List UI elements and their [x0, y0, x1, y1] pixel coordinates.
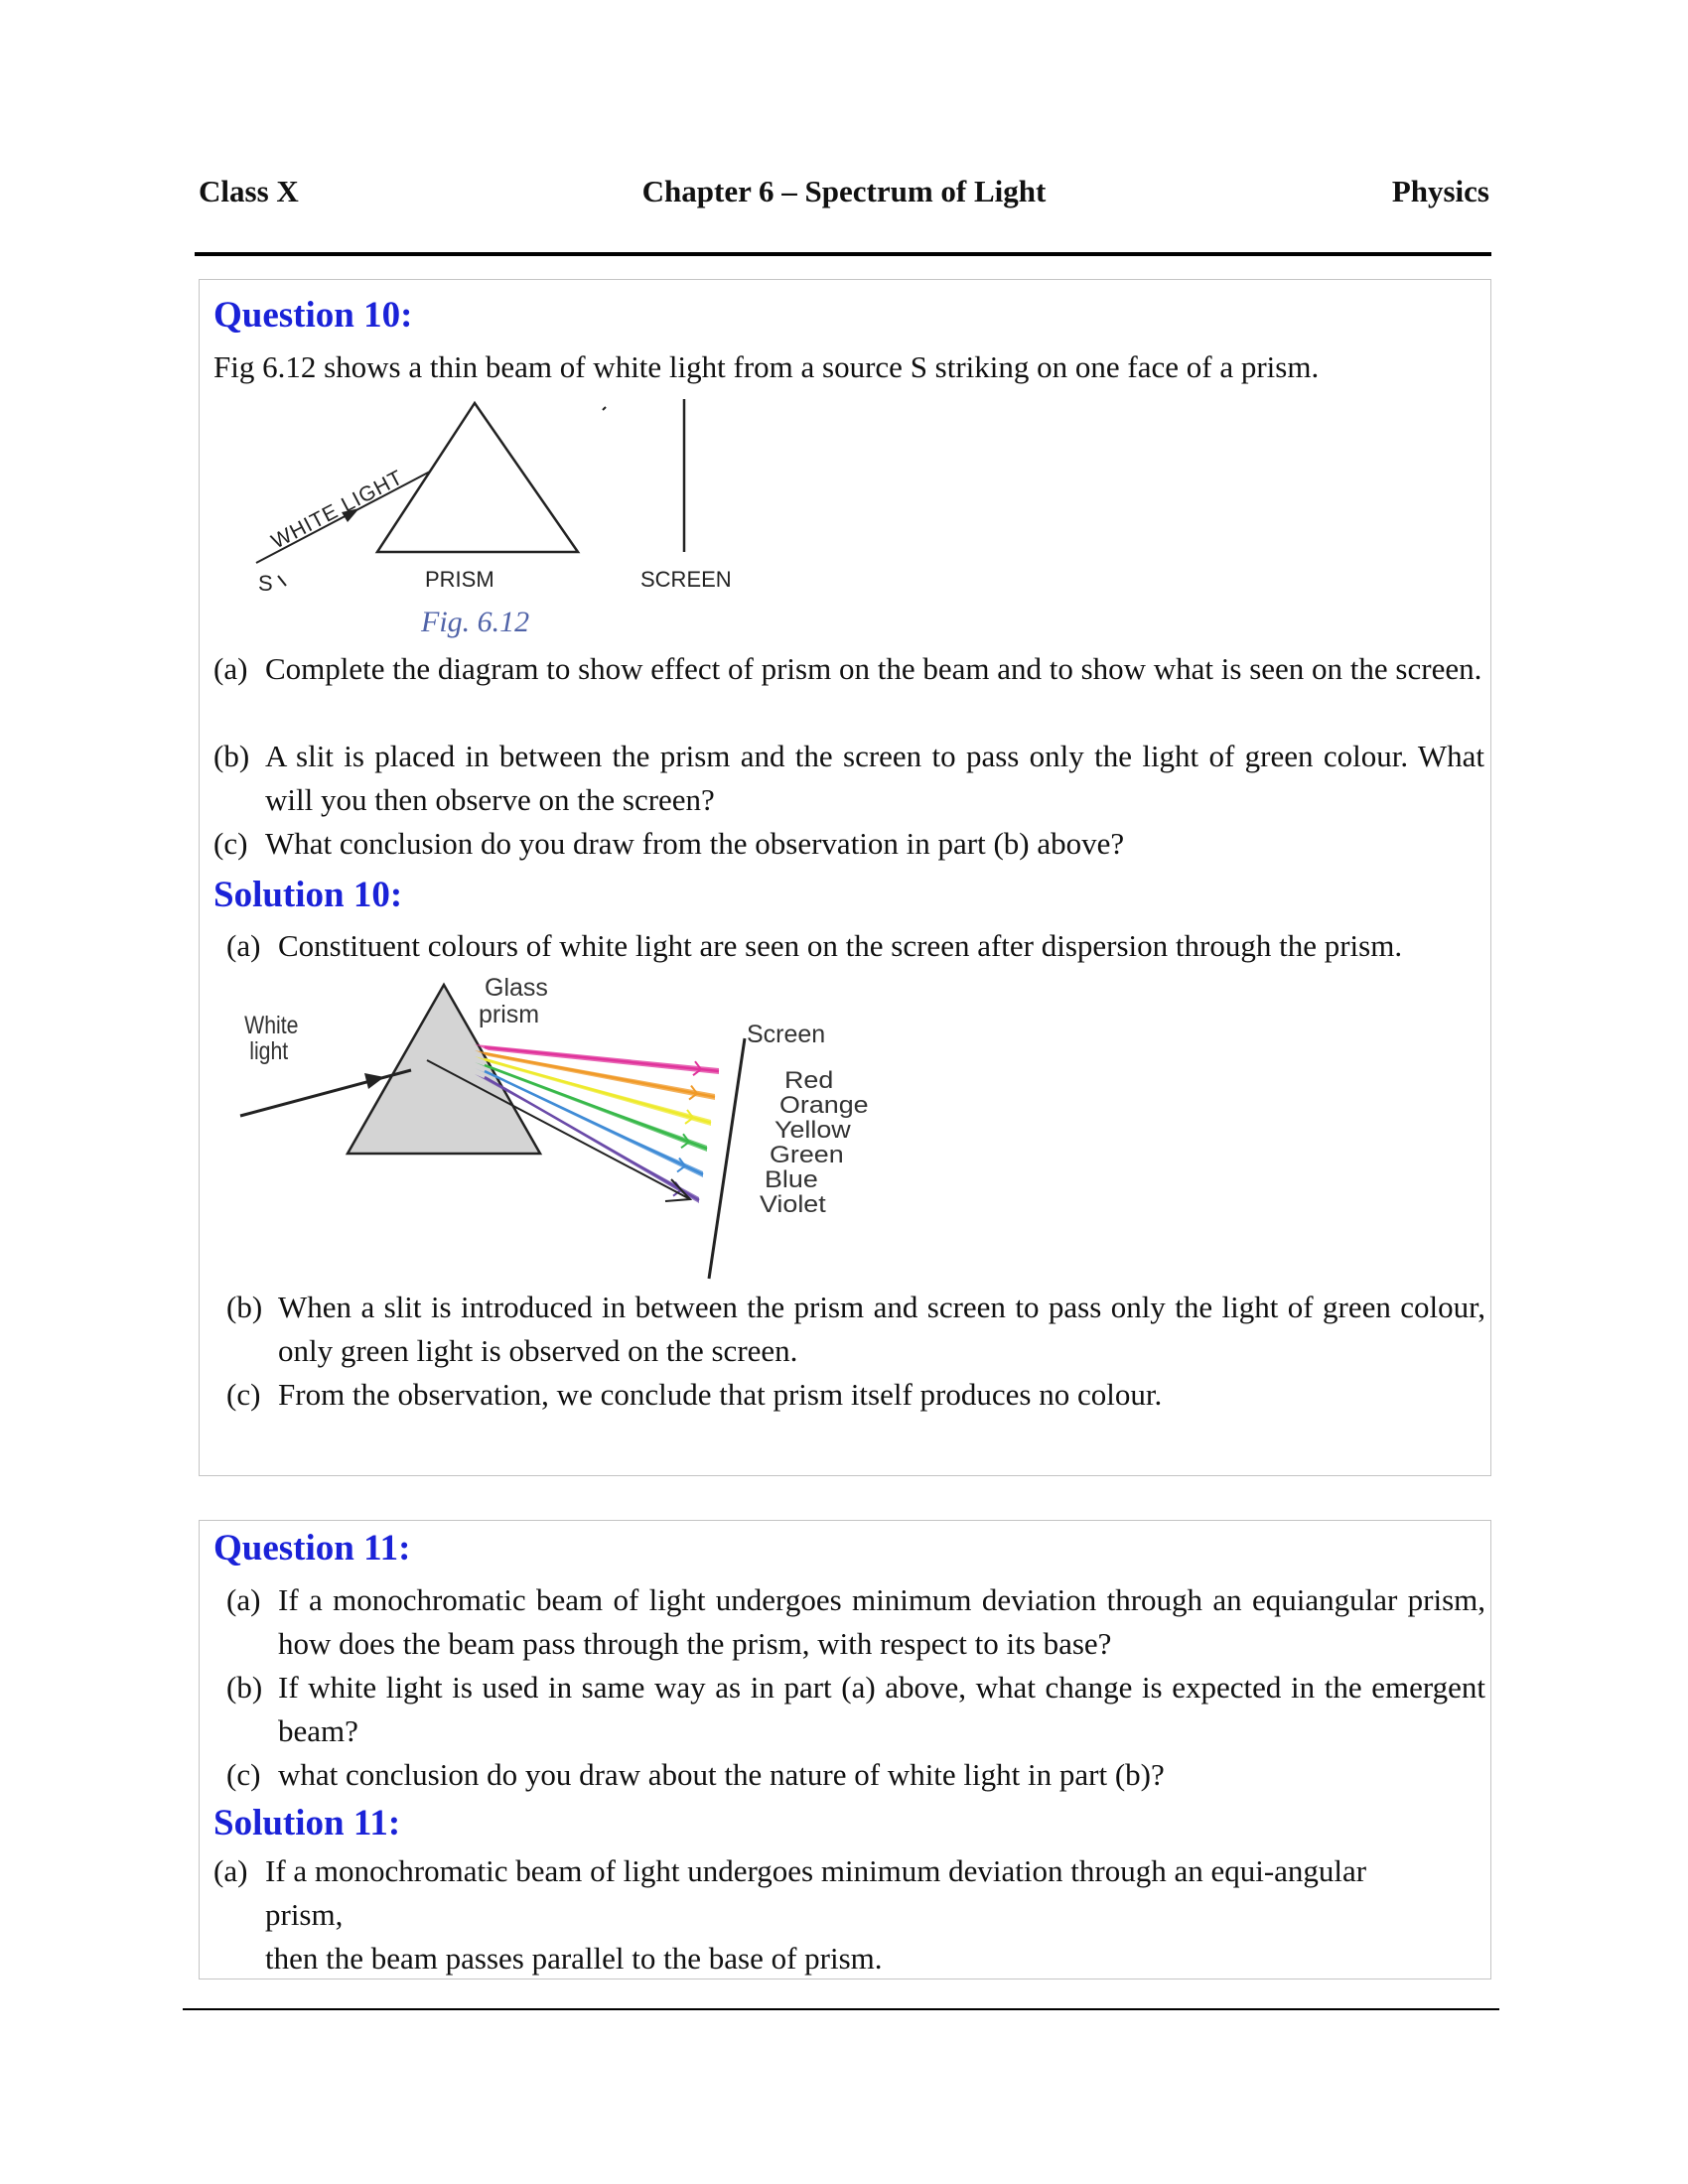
question-11-part-c [226, 1753, 1485, 1797]
question-11-heading: Question 11: [213, 1528, 411, 1569]
solution-11-part-a-cont: prism, [265, 1897, 344, 1932]
part-text: What conclusion do you draw from the observation in part (b) above? [265, 826, 1125, 861]
part-label: (a) [213, 1853, 248, 1888]
part-text: If a monochromatic beam of light undergoes minimum deviation through an equiangular prism, how does the beam pass through the prism, with respect to its base? [278, 1582, 1485, 1661]
white-light-label: light [249, 1036, 289, 1065]
screen-label: Screen [747, 1021, 826, 1048]
solution-11-heading: Solution 11: [213, 1803, 401, 1843]
header-rule [195, 252, 1491, 256]
part-label: (a) [226, 928, 261, 963]
colour-label-green: Green [770, 1142, 844, 1168]
part-text: If a monochromatic beam of light undergoes minimum deviation through an equi-angular [265, 1853, 1367, 1888]
colour-label-yellow: Yellow [774, 1117, 851, 1144]
part-text: what conclusion do you draw about the nature of white light in part (b)? [278, 1757, 1165, 1792]
colour-label-violet: Violet [760, 1191, 826, 1218]
dispersion-figure [228, 971, 874, 1289]
source-label: S [258, 571, 273, 596]
question-11-part-a [226, 1578, 1485, 1666]
white-light-label: WHITE LIGHT [267, 466, 408, 554]
white-light-label: White [244, 1011, 299, 1039]
glass-prism-label: Glass [485, 974, 548, 1002]
solution-11-part-a-cont2: then the beam passes parallel to the base of prism. [265, 1941, 883, 1976]
colour-labels [760, 1067, 869, 1217]
part-text: A slit is placed in between the prism and the screen to pass only the light of green colour. What will you then observe on the screen? [265, 739, 1484, 817]
part-text: If white light is used in same way as in part (a) above, what change is expected in the emergent beam? [278, 1670, 1485, 1748]
question-10-part-a [213, 647, 1484, 691]
part-text: Constituent colours of white light are seen on the screen after dispersion through the prism. [278, 928, 1403, 963]
solution-10-part-a [226, 924, 1485, 968]
solution-11-part-a [213, 1849, 1485, 1893]
part-label: (b) [226, 1670, 263, 1705]
solution-10-heading: Solution 10: [213, 875, 403, 915]
colour-label-blue: Blue [765, 1166, 818, 1193]
prism-label: PRISM [425, 567, 494, 592]
prism-triangle [377, 403, 578, 552]
header-class: Class X [199, 174, 299, 208]
question-10-intro: Fig 6.12 shows a thin beam of white light from a source S striking on one face of a prism. [213, 349, 1320, 384]
screen-line [709, 1038, 745, 1279]
question-10-heading: Question 10: [213, 295, 413, 336]
part-label: (a) [213, 651, 248, 686]
part-text: Complete the diagram to show effect of prism on the beam and to show what is seen on the screen. [265, 651, 1482, 686]
screen-label: SCREEN [640, 567, 732, 592]
question-10-part-b [213, 735, 1484, 822]
question-10-part-c [213, 822, 1484, 866]
solution-10-part-c [226, 1373, 1485, 1417]
part-label: (c) [226, 1377, 261, 1412]
incident-arrow-icon [364, 1073, 384, 1089]
part-label: (a) [226, 1582, 261, 1617]
part-text: When a slit is introduced in between the prism and screen to pass only the light of green colour, only green light is observed on the screen. [278, 1290, 1485, 1368]
footer-rule [183, 2008, 1499, 2010]
part-label: (b) [213, 739, 250, 773]
figure-6-12 [238, 387, 774, 606]
part-text: From the observation, we conclude that prism itself produces no colour. [278, 1377, 1163, 1412]
header-subject: Physics [1391, 174, 1489, 208]
part-label: (c) [213, 826, 248, 861]
colour-label-red: Red [784, 1067, 834, 1094]
part-label: (b) [226, 1290, 263, 1324]
colour-label-orange: Orange [779, 1092, 869, 1119]
question-11-part-b [226, 1666, 1485, 1753]
glass-prism-label: prism [479, 1001, 540, 1028]
solution-10-part-b [226, 1286, 1485, 1373]
figure-caption: Fig. 6.12 [421, 606, 530, 638]
header-chapter-title: Chapter 6 – Spectrum of Light [641, 174, 1047, 208]
part-label: (c) [226, 1757, 261, 1792]
